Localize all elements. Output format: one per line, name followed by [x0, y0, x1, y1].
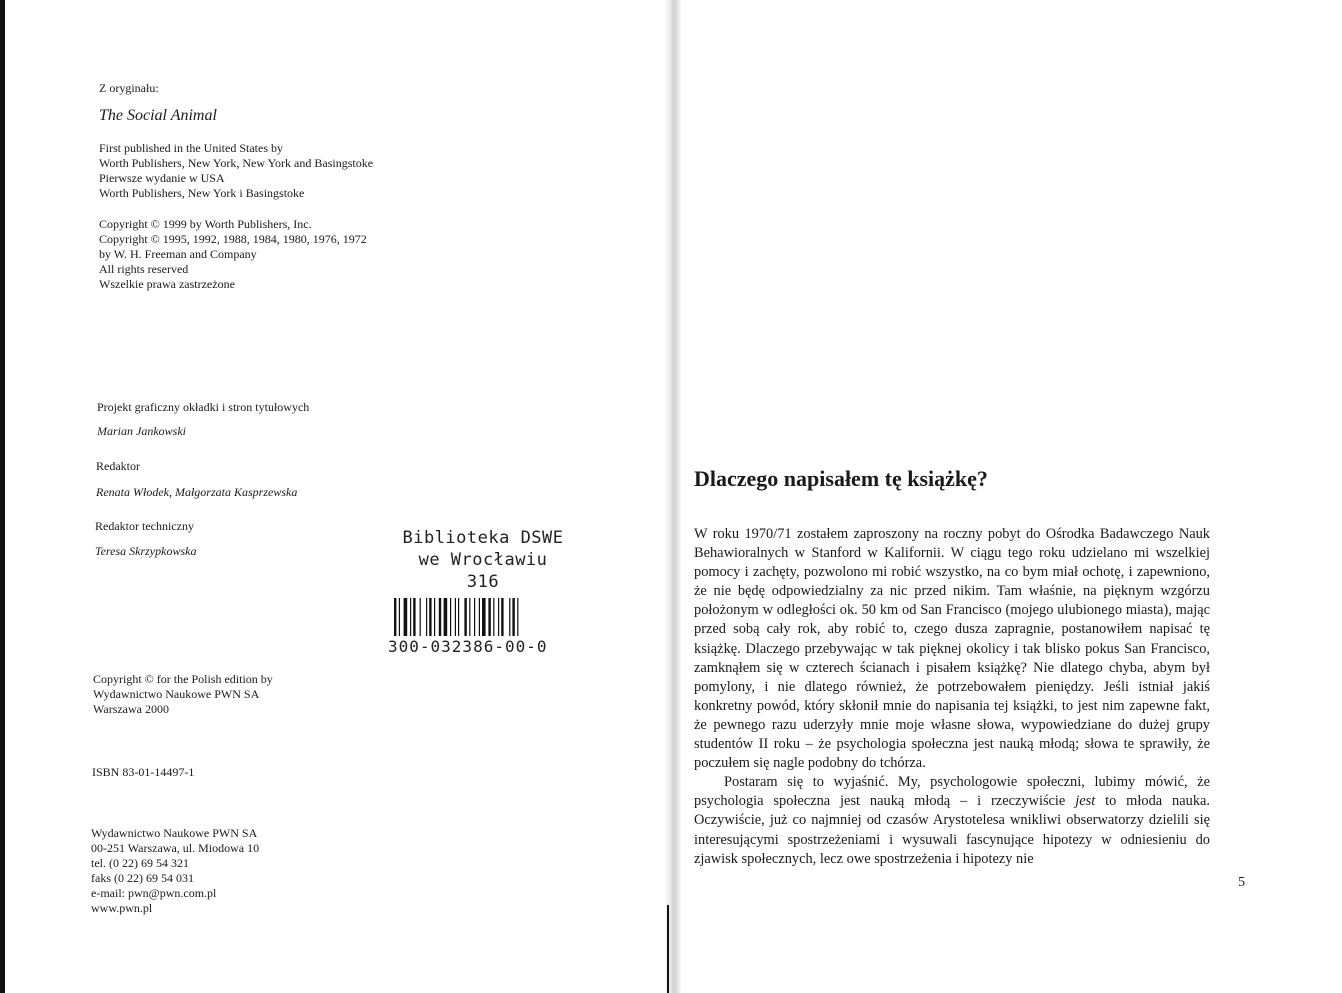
- barcode-bar: [410, 598, 411, 636]
- barcode-bar: [404, 598, 408, 636]
- copyright-block: [99, 217, 367, 292]
- barcode-bar: [434, 598, 435, 636]
- publisher-address-block: [91, 826, 259, 916]
- barcode-bar: [474, 598, 475, 636]
- barcode-bar: [464, 598, 466, 636]
- library-stamp-line: we Wrocławiu: [418, 550, 548, 570]
- barcode-bar: [455, 598, 456, 636]
- first-published-line: Pierwsze wydanie w USA: [99, 171, 225, 185]
- paragraph-text: Postaram się to wyjaśnić. My, psychologowie społeczni, lubimy mówić, że psychologia społeczna jest nauką młodą – i rzeczywiście: [694, 774, 1210, 810]
- cover-design-label: Projekt graficzny okładki i stron tytułowych: [97, 400, 310, 414]
- copyright-line: Wszelkie prawa zastrzeżone: [99, 277, 235, 291]
- barcode-bar: [426, 598, 427, 636]
- isbn: ISBN 83-01-14497-1: [92, 765, 195, 779]
- emphasis-text: jest: [1075, 793, 1096, 810]
- barcode-bar: [509, 598, 510, 636]
- cover-design-name: Marian Jankowski: [97, 424, 186, 438]
- barcode-bar: [450, 598, 451, 636]
- copyright-line: by W. H. Freeman and Company: [99, 247, 257, 261]
- barcode-bar: [420, 598, 421, 636]
- copyright-line: Copyright © 1995, 1992, 1988, 1984, 1980, 1976, 1972: [99, 232, 367, 246]
- first-published-line: Worth Publishers, New York, New York and Basingstoke: [99, 156, 374, 170]
- first-published-line: Worth Publishers, New York i Basingstoke: [99, 186, 305, 200]
- paragraph: W roku 1970/71 zostałem zaproszony na roczny pobyt do Ośrodka Badawczego Nauk Behawioralnych w Stanford w Kalifornii. W ciągu tego roku udzielano mi wszelkiej pomocy i zachęty, pozwolono mi robić wszystko, na co bym miał ochotę, i zapewniono, że nie będę odpowiedzialny za nic przed nikim. Tam właśnie, na pięknym wzgórzu położonym w odległości ok. 50 km od San Francisco (mojego ulubionego miasta), mając przed sobą cały rok, aby robić to, czego dusza zapragnie, postanowiłem napisać tę książkę. Dlaczego przebywając w tak pięknej okolicy i tak blisko pokus San Francisco, zamknąłem się w czterech ścianach i pisałem książkę? Nie dlatego chyba, abym był pomylony, i nie dlatego również, że potrzebowałem pieniędzy. Jeśli istniał jakiś konkretny powód, który skłonił mnie do napisania tej książki, to jest nim zapewne fakt, że pewnego razu uderzyły mnie moje własne słowa, wypowiedziane do dużej grupy studentów II roku – że psychologia społeczna jest nauką młodą; słowa te sprawiły, że poczułem się nagle podobny do tchórza.: [694, 526, 1210, 772]
- tech-editor-label: Redaktor techniczny: [95, 519, 194, 533]
- barcode: [394, 598, 564, 636]
- paragraph: [694, 773, 1210, 868]
- editor-label: Redaktor: [96, 459, 140, 473]
- address-line: 00-251 Warszawa, ul. Miodowa 10: [91, 841, 260, 855]
- editor-names: Renata Włodek, Małgorzata Kasprzewska: [96, 485, 298, 499]
- library-stamp-line: Biblioteka DSWE: [402, 528, 564, 548]
- barcode-bar: [469, 598, 470, 636]
- library-stamp: [388, 527, 578, 593]
- chapter-heading: Dlaczego napisałem tę książkę?: [694, 466, 988, 491]
- original-label: Z oryginału:: [99, 81, 159, 95]
- barcode-bar: [482, 598, 486, 636]
- barcode-bar: [479, 598, 480, 636]
- polish-copyright-line: Warszawa 2000: [93, 702, 170, 716]
- address-line: Wydawnictwo Naukowe PWN SA: [91, 826, 258, 840]
- barcode-bar: [439, 598, 441, 636]
- original-title: The Social Animal: [99, 107, 217, 124]
- copyright-line: All rights reserved: [99, 262, 189, 276]
- address-line: tel. (0 22) 69 54 321: [91, 856, 189, 870]
- barcode-number: 300-032386-00-0: [388, 637, 548, 656]
- barcode-bar: [493, 598, 494, 636]
- address-line: www.pwn.pl: [91, 901, 153, 915]
- barcode-bar: [429, 598, 431, 636]
- book-spine-line: [667, 905, 669, 993]
- scan-left-edge: [0, 0, 5, 993]
- polish-copyright-line: Copyright © for the Polish edition by: [93, 672, 273, 686]
- barcode-bar: [517, 598, 518, 636]
- book-gutter: [664, 0, 682, 993]
- library-stamp-line: 316: [466, 572, 500, 592]
- barcode-bar: [488, 598, 490, 636]
- barcode-bar: [444, 598, 448, 636]
- copyright-line: Copyright © 1999 by Worth Publishers, Inc.: [99, 217, 312, 231]
- address-line: e-mail: pwn@pwn.com.pl: [91, 886, 217, 900]
- first-published-line: First published in the United States by: [99, 141, 283, 155]
- barcode-bar: [399, 598, 400, 636]
- tech-editor-name: Teresa Skrzypkowska: [95, 544, 197, 558]
- body-text: [694, 525, 1210, 869]
- barcode-bar: [413, 598, 415, 636]
- barcode-bar: [394, 598, 396, 636]
- page-number: 5: [1238, 875, 1245, 890]
- address-line: faks (0 22) 69 54 031: [91, 871, 194, 885]
- first-published-block: [99, 141, 373, 201]
- paragraph-text: to młoda nauka. Oczywiście, już co najmniej od czasów Arystotelesa wnikliwi obserwatorzy dzielili się interesującymi spostrzeżeniami i wysuwali fascynujące hipotezy w odniesieniu do zjawisk społecznych, lecz owe spostrzeżenia i hipotezy nie: [694, 793, 1210, 867]
- barcode-bar: [458, 598, 459, 636]
- barcode-bar: [498, 598, 499, 636]
- barcode-bar: [501, 598, 503, 636]
- polish-copyright-block: [93, 672, 273, 717]
- polish-copyright-line: Wydawnictwo Naukowe PWN SA: [93, 687, 260, 701]
- barcode-bar: [512, 598, 514, 636]
